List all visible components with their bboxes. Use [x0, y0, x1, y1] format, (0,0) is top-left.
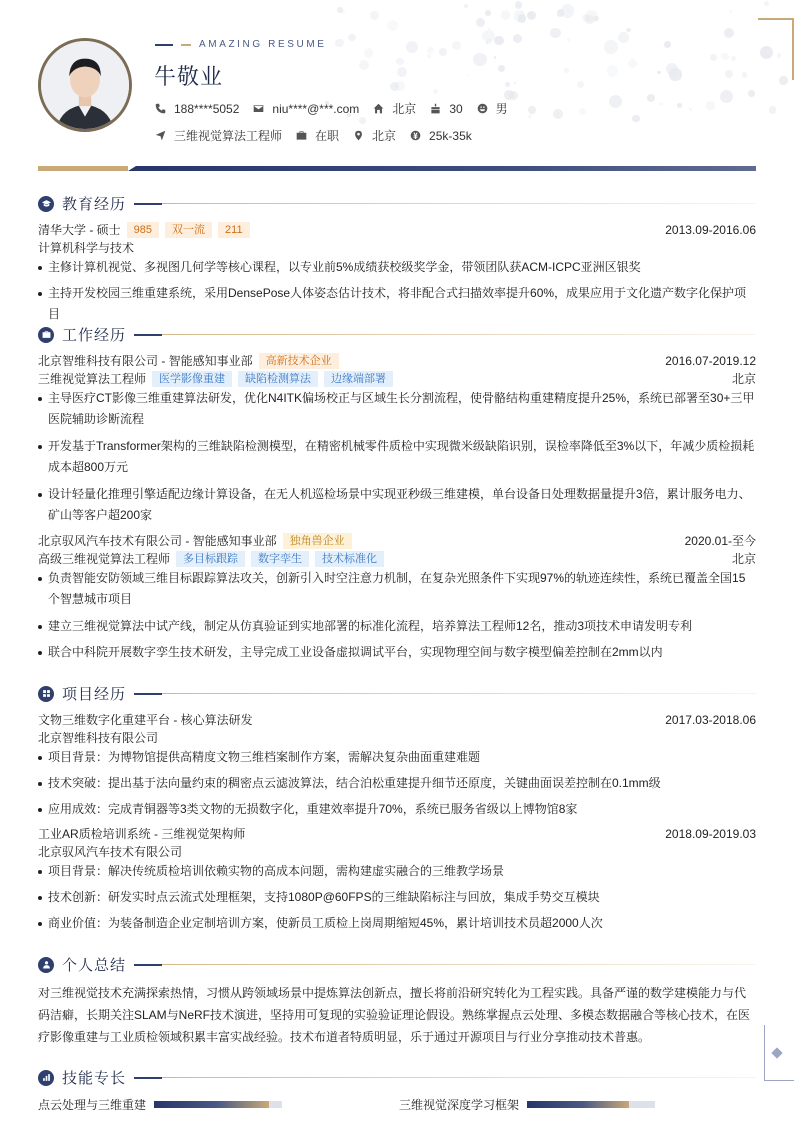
bullet-line: 主导医疗CT影像三维重建算法研发，优化N4ITK偏场校正与区域生长分割流程，使骨骼结构重建精度提升25%，系统已部署至30+三甲	[48, 391, 755, 405]
skill-item	[38, 1096, 282, 1113]
user-icon	[42, 960, 51, 969]
company-tag: 高新技术企业	[259, 353, 339, 369]
section-title-project: 项目经历	[62, 686, 127, 703]
briefcase-icon	[296, 130, 307, 141]
job-role: 高级三维视觉算法工程师	[38, 552, 171, 566]
summary-text: 对三维视觉技术充满探索热情，习惯从跨领域场景中提炼算法创新点，擅长将前沿研究转化为工程实践。具备严谨的数学建模能力与代码洁癖，长期关注SLAM与NeRF技术演进，坚持用可复现的实验验证理论假设。熟练掌握点云处理、多模态数据融合等核心技术，在医疗影像重建与工业质检领域积累丰富实战经验。技术布道者特质明显，乐于通过开源项目与行业分享推动技术普惠。	[38, 986, 751, 1044]
contact-row	[155, 100, 522, 117]
age-text: 30	[449, 101, 463, 116]
list-item	[38, 568, 756, 610]
mail-icon	[253, 103, 264, 114]
list-item	[38, 436, 756, 478]
bullet-line: 设计轻量化推理引擎适配边缘计算设备，在无人机巡检场景中实现亚秒级三维建模，单台设备日处理数据量提升3倍，累计服务电力、	[48, 487, 751, 501]
company-name: 北京驭风汽车技术有限公司 - 智能感知事业部	[38, 534, 277, 548]
work-company-row	[38, 352, 756, 369]
skill-bar-fill	[527, 1101, 629, 1108]
company-name: 北京智维科技有限公司 - 智能感知事业部	[38, 354, 253, 368]
intent-position	[155, 127, 282, 144]
major-text: 计算机科学与技术	[38, 241, 135, 255]
intent-city-text: 北京	[372, 129, 397, 143]
role-tag: 技术标准化	[315, 551, 384, 567]
position-text: 三维视觉算法工程师	[174, 129, 283, 143]
project-header	[38, 825, 756, 842]
send-icon	[155, 130, 166, 141]
bullet-line: 负责智能安防领域三维目标跟踪算法攻关，创新引入时空注意力机制，在复杂光照条件下实现97%的轨迹连续性，系统已覆盖全国15	[48, 571, 746, 585]
work-city: 北京	[731, 372, 756, 386]
section-title-education: 教育经历	[62, 196, 127, 213]
grid-icon	[42, 689, 51, 698]
contact-age	[430, 102, 462, 116]
list-item: 联合中科院开展数字孪生技术研发，主导完成工业设备虚拟调试平台，实现物理空间与数字模型偏差控制在2mm以内	[38, 642, 756, 663]
section-title-work: 工作经历	[62, 327, 127, 344]
briefcase-icon	[42, 330, 51, 339]
work-company-row	[38, 532, 756, 549]
list-item: 主持开发校园三维重建系统，采用DensePose人体姿态估计技术，将非配合式扫描效率提升60%，成果应用于文化遗产数字化保护项目	[38, 283, 756, 325]
contact-email	[253, 102, 359, 116]
list-item: 技术创新：研发实时点云流式处理框架，支持1080P@60FPS的三维缺陷标注与回放，集成手势交互模块	[38, 887, 756, 908]
contact-gender	[477, 100, 508, 117]
role-tag: 缺陷检测算法	[238, 371, 318, 387]
school-degree: 清华大学 - 硕士	[38, 223, 121, 237]
bullet-line: 矿山等客户超200家	[48, 508, 153, 522]
work-role-row	[38, 550, 756, 567]
work-city: 北京	[731, 552, 756, 566]
role-tag: 多目标跟踪	[176, 551, 245, 567]
section-project	[38, 683, 756, 704]
graduation-cap-icon	[42, 199, 51, 208]
skill-bar	[154, 1101, 282, 1108]
project-org	[38, 843, 756, 860]
role-tag: 数字孪生	[251, 551, 309, 567]
skill-bar	[527, 1101, 655, 1108]
role-tag: 医学影像重建	[152, 371, 232, 387]
project-period: 2018.09-2019.03	[665, 826, 756, 841]
company-tag: 独角兽企业	[283, 533, 352, 549]
corner-decoration-top	[758, 18, 794, 80]
intent-salary	[410, 129, 472, 143]
phone-text: 188****5052	[174, 101, 240, 116]
bar-chart-icon	[42, 1073, 51, 1082]
header-divider	[38, 166, 756, 171]
candidate-name: 牛敬业	[154, 64, 224, 89]
school-tag: 985	[127, 222, 159, 238]
education-period: 2013.09-2016.06	[665, 222, 756, 237]
project-header	[38, 711, 756, 728]
section-title-summary: 个人总结	[62, 957, 127, 974]
list-item: 技术突破：提出基于法向量约束的稠密点云滤波算法，结合泊松重建提升细节还原度，关键曲面误差控制在0.1mm级	[38, 773, 756, 794]
status-text: 在职	[315, 129, 340, 143]
school-tag: 双一流	[165, 222, 212, 238]
section-summary	[38, 954, 756, 975]
avatar-photo-icon	[41, 41, 129, 129]
section-title-skills: 技能专长	[62, 1070, 127, 1087]
project-title: 工业AR质检培训系统 - 三维视觉架构师	[38, 827, 246, 841]
intent-status	[296, 127, 339, 144]
contact-phone	[155, 102, 239, 116]
list-item: 主修计算机视觉、多视图几何学等核心课程，以专业前5%成绩获校级奖学金，带领团队获ACM-ICPC亚洲区银奖	[38, 257, 756, 278]
home-city-text: 北京	[392, 102, 417, 116]
corner-decoration-bottom	[764, 1025, 794, 1081]
bullet-line: 成本超800万元	[48, 460, 129, 474]
school-tag: 211	[218, 222, 250, 238]
section-work	[38, 324, 756, 345]
list-item: 建立三维视觉算法中试产线，制定从仿真验证到实地部署的标准化流程，培养算法工程师12名，推动3项技术申请发明专利	[38, 616, 756, 637]
project-title: 文物三维数字化重建平台 - 核心算法研发	[38, 713, 253, 727]
tagline	[155, 39, 327, 50]
list-item: 项目背景：为博物馆提供高精度文物三维档案制作方案，需解决复杂曲面重建难题	[38, 747, 756, 768]
list-item: 商业价值：为装备制造企业定制培训方案，使新员工质检上岗周期缩短45%，累计培训技术员超2000人次	[38, 913, 756, 934]
project-org	[38, 729, 756, 746]
face-icon	[477, 103, 488, 114]
cake-icon	[430, 103, 441, 114]
salary-text: 25k-35k	[429, 128, 472, 143]
list-item	[38, 484, 756, 526]
project-period: 2017.03-2018.06	[665, 712, 756, 727]
avatar	[38, 38, 132, 132]
intent-row	[155, 127, 486, 144]
work-period: 2020.01-至今	[684, 534, 756, 548]
section-skills	[38, 1067, 756, 1088]
work-role-row	[38, 370, 756, 387]
list-item	[38, 388, 756, 430]
skill-item	[399, 1096, 655, 1113]
skill-name: 三维视觉深度学习框架	[399, 1098, 520, 1112]
work-period: 2016.07-2019.12	[665, 353, 756, 368]
contact-home	[373, 100, 416, 117]
skill-name: 点云处理与三维重建	[38, 1098, 147, 1112]
salary-icon	[410, 130, 421, 141]
email-text: niu****@***.com	[272, 101, 360, 116]
phone-icon	[155, 103, 166, 114]
project-org-text: 北京智维科技有限公司	[38, 731, 159, 745]
education-major	[38, 239, 756, 256]
bullet-line: 开发基于Transformer架构的三维缺陷检测模型，在精密机械零件质检中实现微米级缺陷识别，误检率降低至3%以下，年减少质检损耗	[48, 439, 755, 453]
job-role: 三维视觉算法工程师	[38, 372, 147, 386]
section-education	[38, 193, 756, 214]
gender-text: 男	[495, 102, 508, 116]
location-pin-icon	[353, 130, 364, 141]
bullet-line: 医院辅助诊断流程	[48, 412, 145, 426]
project-org-text: 北京驭风汽车技术有限公司	[38, 845, 183, 859]
education-header	[38, 221, 756, 238]
list-item: 项目背景：解决传统质检培训依赖实物的高成本问题，需构建虚实融合的三维教学场景	[38, 861, 756, 882]
bullet-line: 个智慧城市项目	[48, 592, 133, 606]
list-item: 应用成效：完成青铜器等3类文物的无损数字化，重建效率提升70%，系统已服务省级以上博物馆8家	[38, 799, 756, 820]
skill-bar-fill	[154, 1101, 269, 1108]
tagline-text: AMAZING RESUME	[199, 39, 327, 50]
intent-city	[353, 127, 396, 144]
home-icon	[373, 103, 384, 114]
role-tag: 边缘端部署	[324, 371, 393, 387]
